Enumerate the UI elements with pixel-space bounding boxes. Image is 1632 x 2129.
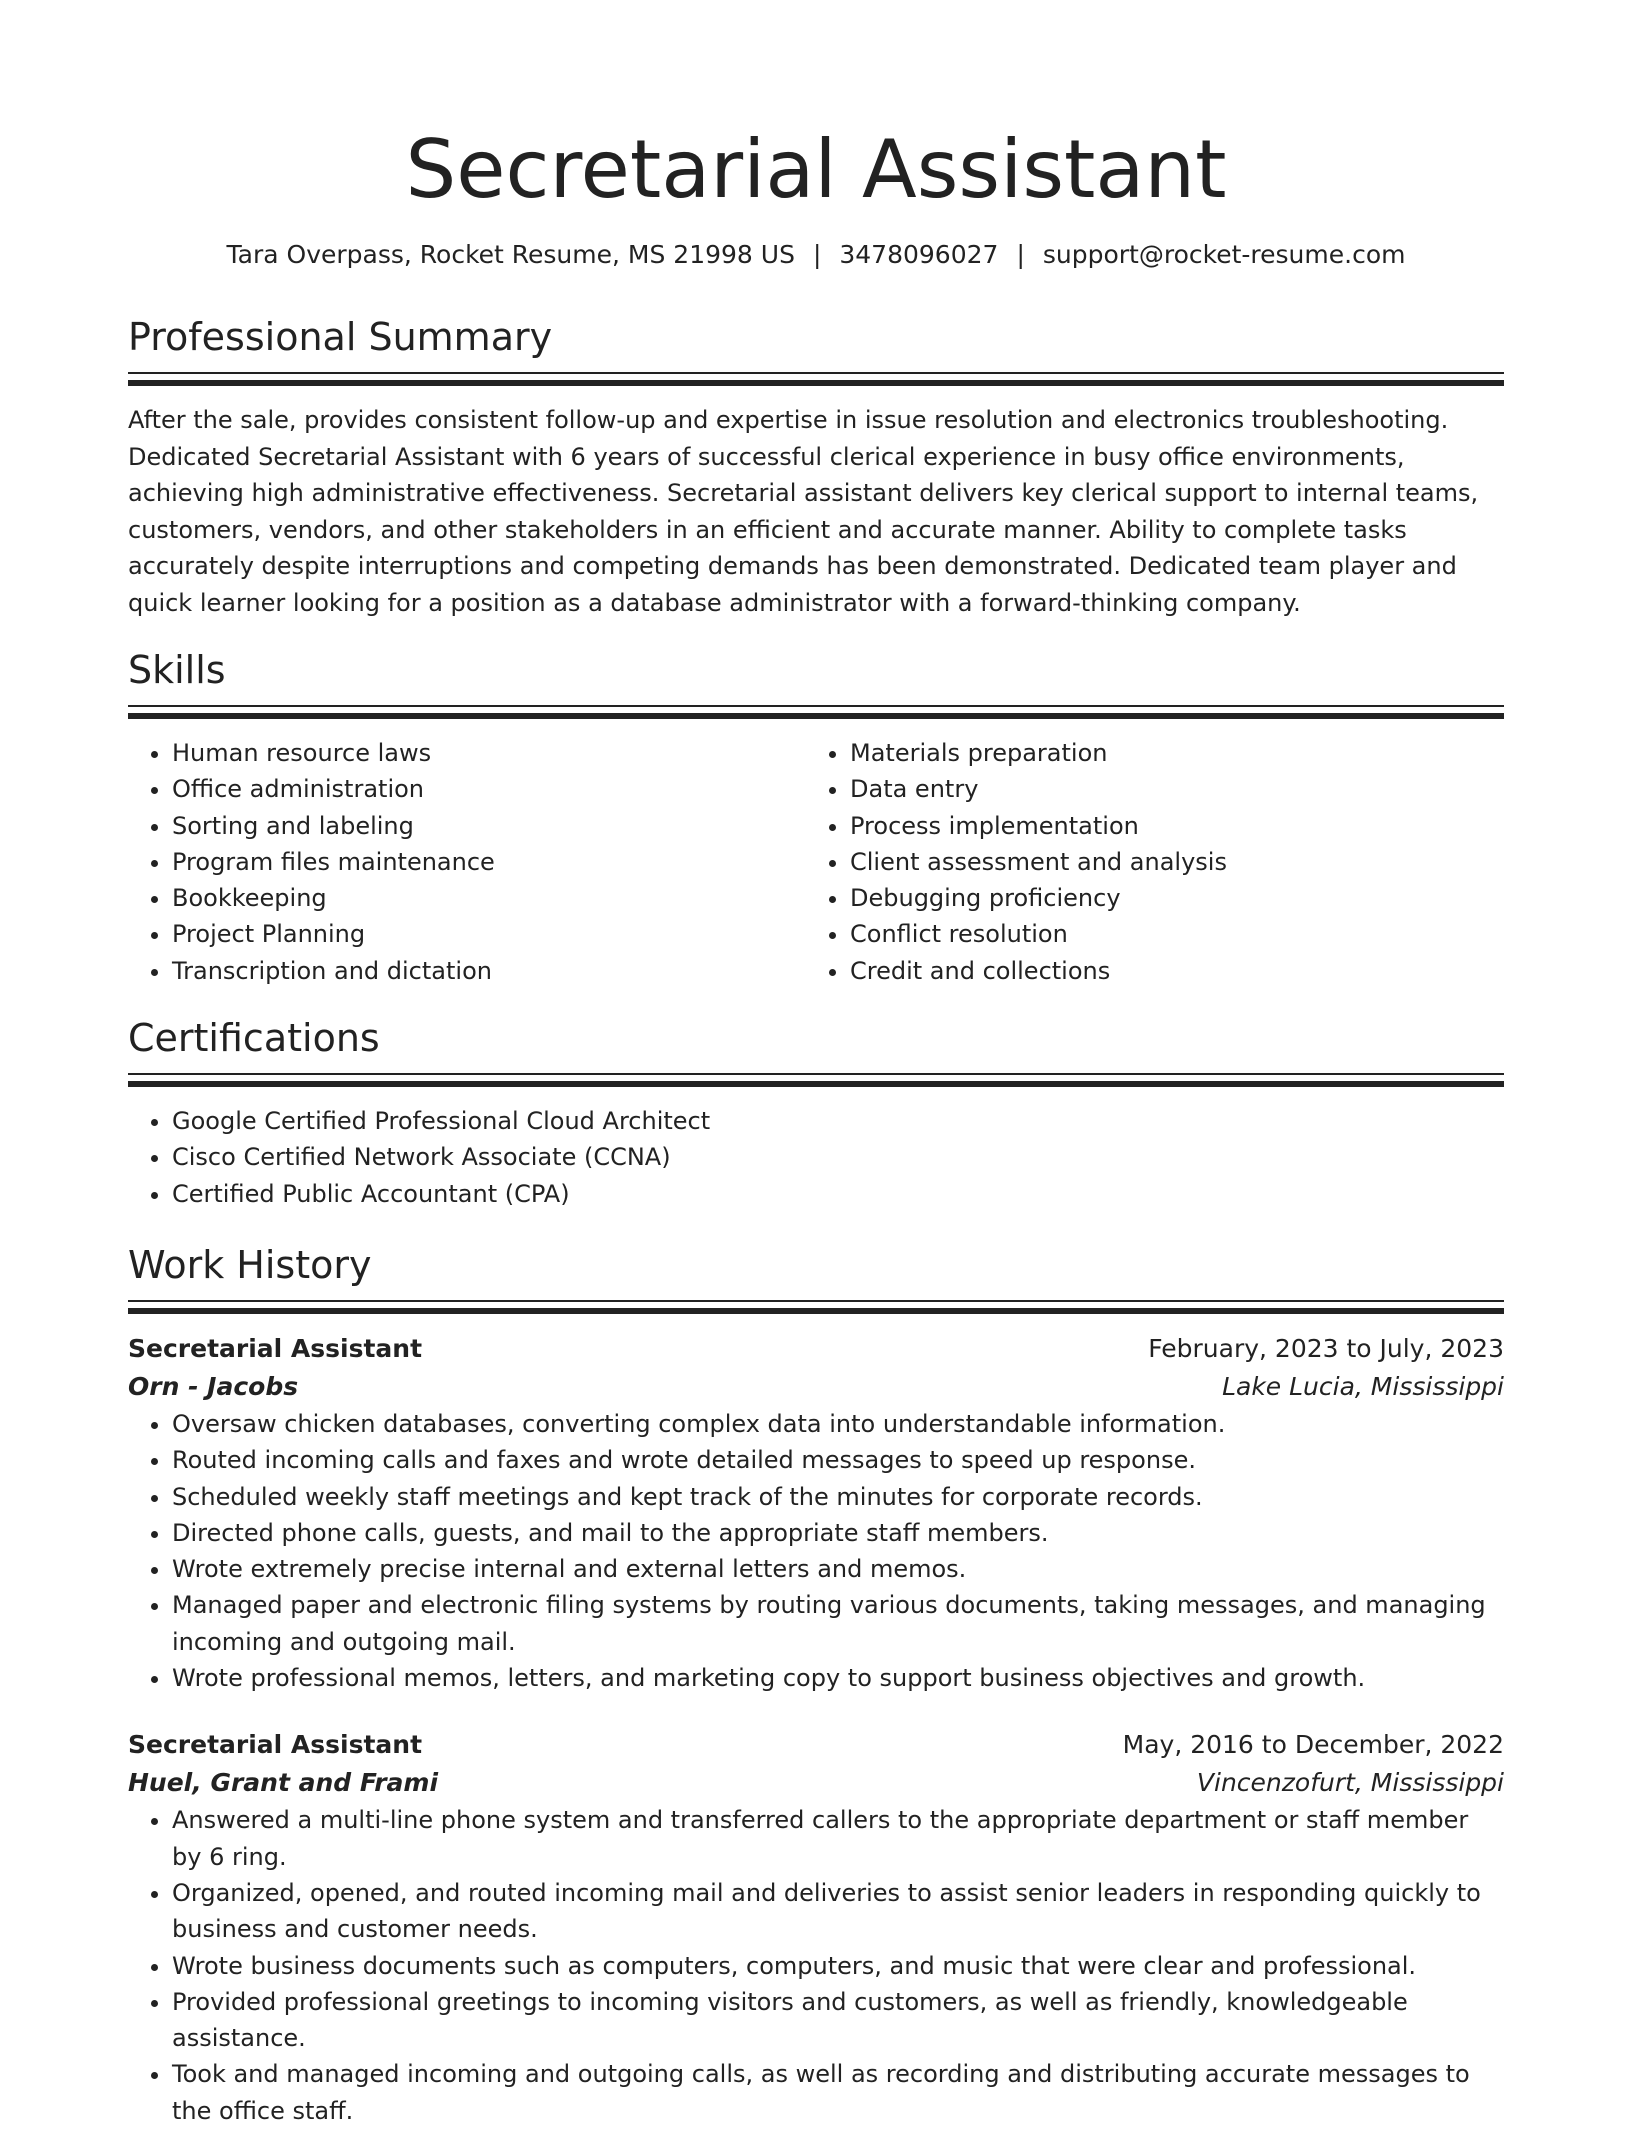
skill-item: • Human resource laws (172, 735, 806, 771)
skill-item: • Credit and collections (850, 953, 1484, 989)
job-bullet: • Provided professional greetings to incoming visitors and customers, as well as friendly, knowledgeable assistance. (172, 1984, 1504, 2057)
certifications-section (128, 1015, 1504, 1212)
job-dates: February, 2023 to July, 2023 (1148, 1333, 1504, 1363)
job-bullet: • Wrote extremely precise internal and external letters and memos. (172, 1551, 1504, 1587)
job-bullet: • Organized, opened, and routed incoming mail and deliveries to assist senior leaders in responding quickly to business and customer needs. (172, 1875, 1504, 1948)
job-bullet-list (128, 1802, 1504, 2129)
job-location: Lake Lucia, Mississippi (1222, 1371, 1504, 1401)
section-rule (128, 1073, 1504, 1075)
skills-list-left (128, 735, 806, 989)
contact-email: support@rocket-resume.com (1042, 240, 1406, 269)
job-company: Orn - Jacobs (128, 1371, 299, 1401)
job-bullet: • Directed phone calls, guests, and mail to the appropriate staff members. (172, 1515, 1504, 1551)
job-title: Secretarial Assistant (128, 1333, 423, 1363)
section-rule-thick (128, 1308, 1504, 1314)
summary-section (128, 314, 1504, 621)
contact-phone: 3478096027 (839, 240, 999, 269)
resume-title: Secretarial Assistant (405, 123, 1227, 216)
job-subheader-row (128, 1368, 1504, 1406)
section-rule-thick (128, 1081, 1504, 1087)
job-bullet: • Routed incoming calls and faxes and wrote detailed messages to speed up response. (172, 1442, 1504, 1478)
skill-item: • Sorting and labeling (172, 808, 806, 844)
contact-line (128, 238, 1504, 272)
section-heading-skills: Skills (128, 648, 226, 692)
job-title: Secretarial Assistant (128, 1730, 423, 1760)
job-bullet: • Answered a multi-line phone system and transferred callers to the appropriate department or staff member by 6 ring. (172, 1802, 1504, 1875)
skills-list-right (806, 735, 1484, 989)
skills-columns (128, 735, 1504, 989)
certifications-list (128, 1103, 1504, 1212)
job-location: Vincenzofurt, Mississippi (1196, 1768, 1504, 1798)
skill-item: • Data entry (850, 771, 1484, 807)
job-bullet: • Took and managed incoming and outgoing calls, as well as recording and distributing accurate messages to the office staff. (172, 2056, 1504, 2129)
section-heading-summary: Professional Summary (128, 315, 553, 359)
skill-item: • Debugging proficiency (850, 880, 1484, 916)
contact-separator: | (1016, 240, 1025, 269)
section-rule (128, 1300, 1504, 1302)
job-subheader-row (128, 1764, 1504, 1802)
job-bullet: • Wrote business documents such as computers, computers, and music that were clear and professional. (172, 1948, 1504, 1984)
skill-item: • Transcription and dictation (172, 953, 806, 989)
job-company: Huel, Grant and Frami (128, 1768, 439, 1798)
skill-item: • Project Planning (172, 916, 806, 952)
resume-page (128, 0, 1504, 2129)
job-dates: May, 2016 to December, 2022 (1122, 1730, 1504, 1760)
skills-column-left (128, 735, 806, 989)
job-bullet-list (128, 1406, 1504, 1696)
section-rule-thick (128, 713, 1504, 719)
section-heading-certifications: Certifications (128, 1016, 380, 1061)
skill-item: • Program files maintenance (172, 844, 806, 880)
job-entry (128, 1726, 1504, 2129)
skill-item: • Process implementation (850, 808, 1484, 844)
work-history-section (128, 1242, 1504, 2129)
certification-item: • Google Certified Professional Cloud Architect (172, 1103, 1504, 1139)
job-bullet: • Wrote professional memos, letters, and marketing copy to support business objectives and growth. (172, 1660, 1504, 1696)
skill-item: • Materials preparation (850, 735, 1484, 771)
section-rule-thick (128, 380, 1504, 386)
skill-item: • Conflict resolution (850, 916, 1484, 952)
job-header-row (128, 1726, 1504, 1764)
job-header-row (128, 1330, 1504, 1368)
section-rule (128, 372, 1504, 374)
skill-item: • Client assessment and analysis (850, 844, 1484, 880)
skills-column-right (806, 735, 1484, 989)
certification-item: • Certified Public Accountant (CPA) (172, 1176, 1504, 1212)
contact-separator: | (812, 240, 822, 269)
summary-text: After the sale, provides consistent follow-up and expertise in issue resolution and electronics troubleshooting. Dedicated Secretarial Assistant with 6 years of successful clerical experience in busy office environments, achieving high administrative effectiveness. Secretarial assistant delivers key clerical support to internal teams, customers, vendors, and other stakeholders in an efficient and accurate manner. Ability to complete tasks accurately despite interruptions and competing demands has been demonstrated. Dedicated team player and quick learner looking for a position as a database administrator with a forward-thinking company. (128, 406, 1479, 617)
skill-item: • Bookkeeping (172, 880, 806, 916)
job-bullet: • Managed paper and electronic filing systems by routing various documents, taking messages, and managing incoming and outgoing mail. (172, 1587, 1504, 1660)
skills-section (128, 647, 1504, 989)
job-bullet: • Scheduled weekly staff meetings and kept track of the minutes for corporate records. (172, 1479, 1504, 1515)
certification-item: • Cisco Certified Network Associate (CCNA) (172, 1139, 1504, 1175)
job-entry (128, 1330, 1504, 1696)
section-heading-work-history: Work History (128, 1242, 372, 1287)
job-bullet: • Oversaw chicken databases, converting complex data into understandable information. (172, 1406, 1504, 1442)
contact-address: Tara Overpass, Rocket Resume, MS 21998 US (226, 240, 795, 269)
section-rule (128, 705, 1504, 707)
skill-item: • Office administration (172, 771, 806, 807)
